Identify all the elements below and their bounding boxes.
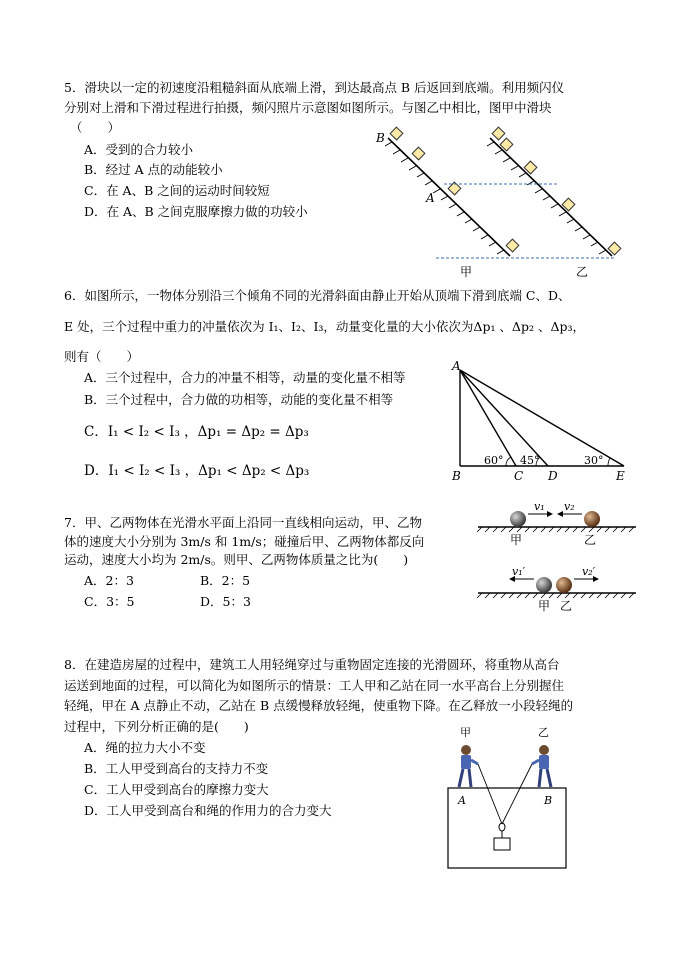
q8-rope-right <box>502 764 532 824</box>
q5-line-1: 5．滑块以一定的初速度沿粗糙斜面从底端上滑，到达最高点 B 后返回到底端。利用频闪仪 <box>64 80 565 95</box>
q8-ring <box>499 823 505 831</box>
q6-line-1: 6．如图所示，一物体分别沿三个倾角不同的光滑斜面由静止开始从顶端下滑到底端 C、D、 <box>64 288 571 303</box>
q8-line-2: 运送到地面的过程，可以简化为如图所示的情景：工人甲和乙站在同一水平高台上分别握住 <box>64 678 565 693</box>
q5-option-c: C．在 A、B 之间的运动时间较短 <box>84 183 270 198</box>
q7-label-v1: v₁ <box>534 502 545 513</box>
q5-incline-right <box>490 138 612 256</box>
q6-line-3: 则有（ ） <box>64 349 140 364</box>
q7-ball-jia-before <box>510 511 526 527</box>
q6-label-d: D <box>548 469 558 483</box>
q5-hatch-right <box>487 142 606 254</box>
q6-label-c: C <box>514 469 524 483</box>
q7-label-v2p: v₂′ <box>582 565 596 578</box>
q5-blocks-right <box>492 127 621 255</box>
q5-incline-left <box>388 138 510 256</box>
q7-line-2: 体的速度大小分别为 3m/s 和 1m/s；碰撞后甲、乙两物体都反向 <box>64 534 425 549</box>
q6-figure <box>440 358 640 486</box>
q8-line-4: 过程中，下列分析正确的是( ) <box>64 719 249 734</box>
q8-line-3: 轻绳，甲在 A 点静止不动，乙站在 B 点缓慢释放轻绳，使重物下降。在乙释放一小段轻绳的 <box>64 698 574 713</box>
q6-incline-ad <box>460 370 548 466</box>
q8-weight <box>494 838 510 850</box>
q5-option-b: B．经过 A 点的动能较小 <box>84 162 223 177</box>
q8-worker-yi <box>532 745 551 787</box>
q5-label-b: B <box>376 131 385 145</box>
q7-label-v2: v₂ <box>564 502 575 513</box>
q7-ball-jia-after <box>536 577 552 593</box>
q7-label-jia-top: 甲 <box>510 533 523 547</box>
q8-label-yi: 乙 <box>538 726 549 739</box>
q7-label-v1p: v₁′ <box>512 565 526 578</box>
q7-label-yi-top: 乙 <box>584 533 597 547</box>
q8-option-a: A．绳的拉力大小不变 <box>84 740 206 755</box>
q5-caption-right: 乙 <box>576 265 589 279</box>
q5-hatch-left <box>385 142 504 254</box>
q6-option-b: B．三个过程中，合力做的功相等，动能的变化量不相等 <box>84 392 394 407</box>
q6-line-2: E 处，三个过程中重力的冲量依次为 I₁、I₂、I₃，动量变化量的大小依次为Δp₁ 、Δp₂ 、Δp₃， <box>64 319 585 334</box>
q6-label-a: A <box>452 359 461 373</box>
q8-option-b: B．工人甲受到高台的支持力不变 <box>84 761 269 776</box>
q6-angle-30: 30° <box>584 454 604 467</box>
q6-incline-ac <box>460 370 516 466</box>
q6-option-c: C．I₁ < I₂ < I₃ ，Δp₁ = Δp₂ = Δp₃ <box>84 424 309 440</box>
q5-line-3: （ ） <box>70 120 121 135</box>
q6-angle-60: 60° <box>484 454 504 467</box>
q7-label-jia-bottom: 甲 <box>538 599 551 613</box>
q5-option-a: A．受到的合力较小 <box>84 142 194 157</box>
q8-option-c: C．工人甲受到高台的摩擦力变大 <box>84 782 269 797</box>
q8-figure <box>440 724 580 874</box>
q6-option-a: A．三个过程中，合力的冲量不相等，动量的变化量不相等 <box>84 370 406 385</box>
q6-arc-30 <box>608 458 610 466</box>
q7-option-d: D．5：3 <box>200 594 251 609</box>
q6-angle-45: 45° <box>520 454 540 467</box>
q6-option-d: D．I₁ < I₂ < I₃ ，Δp₁ < Δp₂ < Δp₃ <box>84 463 310 479</box>
q7-option-a: A．2：3 <box>84 573 134 588</box>
q6-arc-60 <box>506 457 511 466</box>
q6-incline-ae <box>460 370 624 466</box>
q7-hatch-bottom <box>477 593 634 598</box>
q7-option-b: B．2：5 <box>200 573 251 588</box>
q7-label-yi-bottom: 乙 <box>560 599 573 613</box>
q8-rope-left <box>478 764 502 824</box>
q7-option-c: C．3：5 <box>84 594 135 609</box>
q8-label-b: B <box>544 794 553 807</box>
q8-label-a: A <box>458 794 466 807</box>
q7-ball-yi-after <box>556 577 572 593</box>
q7-ball-yi-before <box>584 511 600 527</box>
q7-line-3: 运动，速度大小均为 2m/s。则甲、乙两物体质量之比为( ) <box>64 552 409 567</box>
q8-label-jia: 甲 <box>460 726 471 739</box>
q6-label-e: E <box>616 469 625 483</box>
q8-worker-jia <box>459 745 478 787</box>
q5-line-2: 分别对上滑和下滑过程进行拍摄，频闪照片示意图如图所示。与图乙中相比，图甲中滑块 <box>64 100 552 115</box>
q8-option-d: D．工人甲受到高台和绳的作用力的合力变大 <box>84 803 332 818</box>
q7-figure <box>472 502 642 617</box>
q8-line-1: 8．在建造房屋的过程中，建筑工人用轻绳穿过与重物固定连接的光滑圆环，将重物从高台 <box>64 657 560 672</box>
q5-label-a: A <box>426 191 435 205</box>
q5-option-d: D．在 A、B 之间克服摩擦力做的功较小 <box>84 204 308 219</box>
q5-blocks-left <box>390 127 519 252</box>
q7-hatch-top <box>477 527 634 532</box>
q5-figure <box>370 126 630 286</box>
q5-caption-left: 甲 <box>460 265 473 279</box>
q7-line-1: 7．甲、乙两物体在光滑水平面上沿同一直线相向运动，甲、乙物 <box>64 515 422 530</box>
q6-label-b: B <box>452 469 461 483</box>
